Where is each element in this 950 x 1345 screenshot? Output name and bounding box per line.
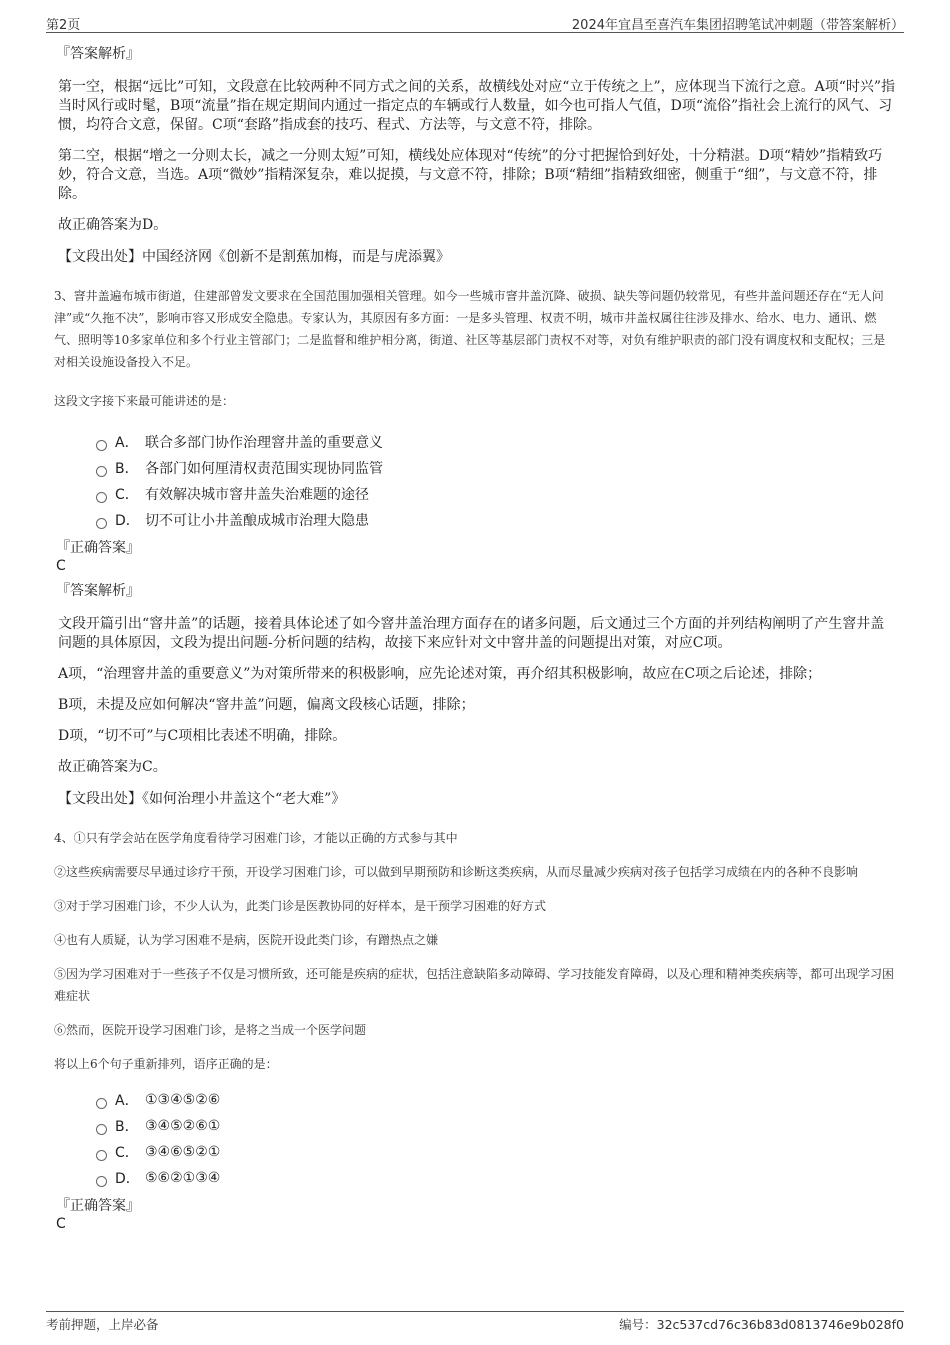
option-text: ①③④⑤②⑥ [145, 1092, 221, 1108]
q3-option-d[interactable] [96, 507, 896, 533]
radio-icon[interactable] [96, 1124, 107, 1135]
q3-answer: C [56, 558, 66, 574]
q2-analysis-para2: 第二空，根据“增之一分则太长，减之一分则太短”可知，横线处应体现对“传统”的分寸把握恰到好处，十分精湛。D项“精妙”指精致巧妙，符合文意，当选。A项“微妙”指精深复杂，难以捉摸，与文意不符，排除；B项“精细”指精致细密，侧重于“细”，与文意不符，排除。 [58, 148, 883, 202]
option-letter: C． [115, 487, 139, 503]
q3-analysis-para3: B项，未提及应如何解决“窨井盖”问题，偏离文段核心话题，排除； [58, 697, 475, 713]
q4-sentence-4: ④也有人质疑，认为学习困难不是病，医院开设此类门诊，有蹭热点之嫌 [54, 933, 439, 947]
q3-analysis-para4: D项，“切不可”与C项相比表述不明确，排除。 [58, 728, 347, 744]
radio-icon[interactable] [96, 440, 107, 451]
q3-analysis-para1: 文段开篇引出“窨井盖”的话题，接着具体论述了如今窨井盖治理方面存在的诸多问题，后文通过三个方面的并列结构阐明了产生窨井盖问题的具体原因，文段为提出问题-分析问题的结构，故接下来应针对文中窨井盖的问题提出对策，对应C项。 [58, 616, 885, 651]
document-title: 2024年宜昌至喜汽车集团招聘笔试冲刺题（带答案解析） [571, 18, 904, 33]
q3-analysis-para2: A项，“治理窨井盖的重要意义”为对策所带来的积极影响，应先论述对策，再介绍其积极影响，故应在C项之后论述，排除； [58, 666, 822, 682]
q4-sentence-3: ③对于学习困难门诊，不少人认为，此类门诊是医教协同的好样本，是干预学习困难的好方式 [54, 899, 547, 913]
radio-icon[interactable] [96, 1098, 107, 1109]
q3-prompt: 这段文字接下来最可能讲述的是： [54, 394, 235, 408]
option-letter: B． [115, 1119, 139, 1135]
q4-sentence-2: ②这些疾病需要尽早通过诊疗干预，开设学习困难门诊，可以做到早期预防和诊断这类疾病，从而尽量减少疾病对孩子包括学习成绩在内的各种不良影响 [54, 865, 859, 879]
q4-option-b[interactable] [96, 1113, 896, 1139]
q3-option-b[interactable] [96, 455, 896, 481]
option-text: ③④⑥⑤②① [145, 1144, 221, 1160]
q3-source: 【文段出处】《如何治理小井盖这个“老大难”》 [58, 791, 346, 807]
page-header [46, 12, 904, 33]
option-letter: C． [115, 1145, 139, 1161]
q4-option-d[interactable] [96, 1165, 896, 1191]
q3-question-text: 3、窨井盖遍布城市街道，住建部曾发文要求在全国范围加强相关管理。如今一些城市窨井盖沉降、破损、缺失等问题仍较常见，有些井盖问题还存在“无人问津”或“久拖不决”，影响市容又形成安全隐患。专家认为，其原因有多方面：一是多头管理、权责不明，城市井盖权属往往涉及排水、给水、电力、通讯、燃气、照明等10多家单位和多个行业主管部门；二是监督和维护相分离，街道、社区等基层部门责权不对等，对负有维护职责的部门没有调度权和支配权；三是对相关设施设备投入不足。 [54, 289, 886, 369]
option-text: ③④⑤②⑥① [145, 1118, 221, 1134]
q4-answer-label: 『正确答案』 [56, 1198, 140, 1214]
option-text: 联合多部门协作治理窨井盖的重要意义 [145, 435, 383, 451]
option-letter: B． [115, 461, 139, 477]
radio-icon[interactable] [96, 518, 107, 529]
q3-analysis-label: 『答案解析』 [56, 583, 140, 599]
q2-analysis-label: 『答案解析』 [56, 46, 140, 62]
q2-analysis-para1: 第一空，根据“远比”可知，文段意在比较两种不同方式之间的关系，故横线处对应“立于传统之上”，应体现当下流行之意。A项“时兴”指当时风行或时髦，B项“流量”指在规定期间内通过一指定点的车辆或行人数量，如今也可指人气值，D项“流俗”指社会上流行的风气、习惯，均符合文意，保留。C项“套路”指成套的技巧、程式、方法等，与文意不符，排除。 [58, 79, 896, 133]
q3-option-a[interactable] [96, 429, 896, 455]
q4-prompt: 将以上6个句子重新排列，语序正确的是： [54, 1057, 278, 1071]
radio-icon[interactable] [96, 466, 107, 477]
q4-sentence-1: 4、①只有学会站在医学角度看待学习困难门诊，才能以正确的方式参与其中 [54, 831, 458, 845]
option-text: ⑤⑥②①③④ [145, 1170, 221, 1186]
q4-sentence-5: ⑤因为学习困难对于一些孩子不仅是习惯所致，还可能是疾病的症状，包括注意缺陷多动障碍、学习技能发育障碍，以及心理和精神类疾病等，都可出现学习困难症状 [54, 967, 895, 1003]
page-footer [46, 1311, 904, 1332]
option-text: 切不可让小井盖酿成城市治理大隐患 [145, 513, 369, 529]
option-letter: A． [115, 435, 139, 451]
q2-conclusion: 故正确答案为D。 [58, 217, 168, 233]
option-text: 各部门如何厘清权责范围实现协同监管 [145, 461, 383, 477]
q3-conclusion: 故正确答案为C。 [58, 759, 167, 775]
footer-slogan: 考前押题，上岸必备 [46, 1317, 159, 1332]
q4-option-a[interactable] [96, 1087, 896, 1113]
q4-answer: C [56, 1216, 66, 1232]
option-letter: D． [115, 513, 140, 529]
q2-source: 【文段出处】中国经济网《创新不是割蕉加梅，而是与虎添翼》 [58, 249, 450, 265]
radio-icon[interactable] [96, 492, 107, 503]
document-code: 编号：32c537cd76c36b83d0813746e9b028f0 [619, 1317, 904, 1332]
q4-options [96, 1087, 896, 1191]
option-text: 有效解决城市窨井盖失治难题的途径 [145, 487, 369, 503]
page-content [56, 44, 896, 1239]
q3-option-c[interactable] [96, 481, 896, 507]
page-number: 第2页 [46, 18, 81, 33]
q3-options [96, 429, 896, 533]
q4-sentence-6: ⑥然而，医院开设学习困难门诊，是将之当成一个医学问题 [54, 1023, 367, 1037]
q4-option-c[interactable] [96, 1139, 896, 1165]
q3-answer-label: 『正确答案』 [56, 540, 140, 556]
radio-icon[interactable] [96, 1150, 107, 1161]
option-letter: A． [115, 1093, 139, 1109]
radio-icon[interactable] [96, 1176, 107, 1187]
option-letter: D． [115, 1171, 140, 1187]
